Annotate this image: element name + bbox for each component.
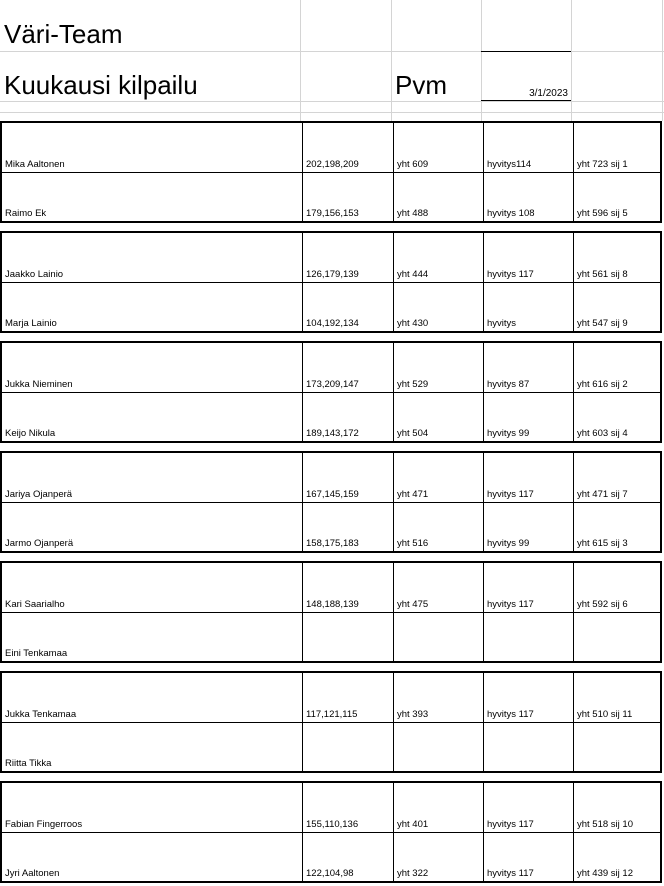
scores-cell[interactable] [302, 233, 393, 282]
gridline [662, 0, 663, 121]
scores-text: 155,110,136 [306, 819, 359, 830]
handicap-text: hyvitys 108 [487, 208, 535, 219]
series-total-cell[interactable] [393, 173, 483, 221]
handicap-cell[interactable] [483, 673, 573, 722]
player-row [2, 563, 660, 613]
handicap-cell[interactable] [483, 283, 573, 331]
player-name-cell[interactable] [2, 393, 302, 441]
series-total-cell[interactable] [393, 673, 483, 722]
series-total-text: yht 322 [397, 868, 429, 879]
handicap-text: hyvitys 117 [487, 709, 534, 720]
scores-text: 122,104,98 [306, 868, 354, 879]
player-name-cell[interactable] [2, 283, 302, 331]
date-cell[interactable] [481, 51, 571, 101]
series-total-cell[interactable] [393, 833, 483, 881]
handicap-cell[interactable] [483, 613, 573, 661]
total-rank-cell[interactable] [573, 123, 660, 172]
player-row [2, 613, 660, 661]
scores-cell[interactable] [302, 343, 393, 392]
player-name-cell[interactable] [2, 343, 302, 392]
scores-text: 104,192,134 [306, 318, 359, 329]
scores-text: 126,179,139 [306, 269, 359, 280]
player-row [2, 673, 660, 723]
series-total-cell[interactable] [393, 233, 483, 282]
series-total-cell[interactable] [393, 503, 483, 551]
scores-text: 189,143,172 [306, 428, 359, 439]
scores-cell[interactable] [302, 393, 393, 441]
total-rank-text: yht 596 sij 5 [577, 208, 628, 219]
total-rank-cell[interactable] [573, 503, 660, 551]
player-name-cell[interactable] [2, 783, 302, 832]
scores-text: 179,156,153 [306, 208, 359, 219]
player-name-text: Riitta Tikka [5, 758, 52, 769]
player-pair-group [0, 121, 662, 223]
player-row [2, 453, 660, 503]
total-rank-text: yht 547 sij 9 [577, 318, 628, 329]
player-name-cell[interactable] [2, 723, 302, 771]
scores-cell[interactable] [302, 613, 393, 661]
player-name-cell[interactable] [2, 503, 302, 551]
player-pair-group [0, 231, 662, 333]
date-label: Pvm [395, 70, 447, 100]
player-row [2, 393, 660, 441]
player-row [2, 833, 660, 881]
player-name-text: Kari Saarialho [5, 599, 65, 610]
player-name-text: Jarmo Ojanperä [5, 538, 74, 549]
player-row [2, 283, 660, 331]
player-pair-group [0, 451, 662, 553]
scores-cell[interactable] [302, 283, 393, 331]
scores-cell[interactable] [302, 173, 393, 221]
player-pair-group [0, 671, 662, 773]
series-total-text: yht 504 [397, 428, 429, 439]
player-name-cell[interactable] [2, 453, 302, 502]
series-total-text: yht 430 [397, 318, 429, 329]
series-total-cell[interactable] [393, 393, 483, 441]
total-rank-text: yht 510 sij 11 [577, 709, 633, 720]
series-total-text: yht 529 [397, 379, 429, 390]
series-total-cell[interactable] [393, 563, 483, 612]
player-name-cell[interactable] [2, 613, 302, 661]
scores-text: 167,145,159 [306, 489, 359, 500]
player-name-text: Jariya Ojanperä [5, 489, 73, 500]
player-row [2, 123, 660, 173]
total-rank-text: yht 439 sij 12 [577, 868, 633, 879]
team-title: Väri-Team [4, 19, 123, 49]
series-total-cell[interactable] [393, 453, 483, 502]
scores-text: 148,188,139 [306, 599, 359, 610]
player-name-text: Jukka Nieminen [5, 379, 73, 390]
scores-cell[interactable] [302, 563, 393, 612]
total-rank-cell[interactable] [573, 723, 660, 771]
total-rank-cell[interactable] [573, 393, 660, 441]
player-name-text: Eini Tenkamaa [5, 648, 68, 659]
series-total-cell[interactable] [393, 613, 483, 661]
total-rank-text: yht 616 sij 2 [577, 379, 628, 390]
handicap-text: hyvitys 87 [487, 379, 530, 390]
handicap-cell[interactable] [483, 503, 573, 551]
total-rank-text: yht 603 sij 4 [577, 428, 628, 439]
player-pair-group [0, 341, 662, 443]
series-total-cell[interactable] [393, 283, 483, 331]
series-total-text: yht 609 [397, 159, 429, 170]
gridline [571, 0, 572, 121]
player-name-text: Fabian Fingerroos [5, 819, 83, 830]
handicap-text: hyvitys [487, 318, 517, 329]
handicap-cell[interactable] [483, 343, 573, 392]
total-rank-cell[interactable] [573, 343, 660, 392]
date-value: 3/1/2023 [529, 88, 568, 99]
scores-cell[interactable] [302, 123, 393, 172]
scores-cell[interactable] [302, 723, 393, 771]
scores-cell[interactable] [302, 783, 393, 832]
handicap-cell[interactable] [483, 563, 573, 612]
total-rank-cell[interactable] [573, 453, 660, 502]
gridline [0, 101, 664, 102]
player-row [2, 343, 660, 393]
gridline [300, 0, 301, 121]
player-name-cell[interactable] [2, 563, 302, 612]
handicap-text: hyvitys 117 [487, 819, 534, 830]
handicap-text: hyvitys 99 [487, 428, 530, 439]
series-total-cell[interactable] [393, 783, 483, 832]
scores-text: 173,209,147 [306, 379, 359, 390]
player-pair-group [0, 781, 662, 883]
series-total-text: yht 488 [397, 208, 429, 219]
player-name-text: Jaakko Lainio [5, 269, 64, 280]
total-rank-text: yht 592 sij 6 [577, 599, 628, 610]
handicap-cell[interactable] [483, 123, 573, 172]
series-total-cell[interactable] [393, 343, 483, 392]
total-rank-cell[interactable] [573, 673, 660, 722]
total-rank-cell[interactable] [573, 173, 660, 221]
player-row [2, 173, 660, 221]
player-name-cell[interactable] [2, 233, 302, 282]
handicap-text: hyvitys 117 [487, 868, 534, 879]
player-name-cell[interactable] [2, 673, 302, 722]
series-total-text: yht 475 [397, 599, 429, 610]
player-name-text: Jukka Tenkamaa [5, 709, 77, 720]
handicap-text: hyvitys 117 [487, 269, 534, 280]
player-name-text: Marja Lainio [5, 318, 57, 329]
handicap-cell[interactable] [483, 453, 573, 502]
player-name-cell[interactable] [2, 173, 302, 221]
handicap-cell[interactable] [483, 233, 573, 282]
player-row [2, 503, 660, 551]
scores-cell[interactable] [302, 503, 393, 551]
series-total-text: yht 393 [397, 709, 429, 720]
series-total-text: yht 444 [397, 269, 429, 280]
total-rank-text: yht 723 sij 1 [577, 159, 628, 170]
total-rank-cell[interactable] [573, 563, 660, 612]
scores-cell[interactable] [302, 453, 393, 502]
handicap-cell[interactable] [483, 833, 573, 881]
total-rank-cell[interactable] [573, 613, 660, 661]
player-row [2, 783, 660, 833]
player-name-text: Keijo Nikula [5, 428, 56, 439]
handicap-cell[interactable] [483, 783, 573, 832]
series-total-text: yht 401 [397, 819, 429, 830]
total-rank-text: yht 615 sij 3 [577, 538, 628, 549]
total-rank-cell[interactable] [573, 833, 660, 881]
handicap-text: hyvitys 117 [487, 489, 534, 500]
player-name-text: Mika Aaltonen [5, 159, 65, 170]
player-name-text: Raimo Ek [5, 208, 47, 219]
handicap-text: hyvitys 99 [487, 538, 530, 549]
scores-text: 202,198,209 [306, 159, 359, 170]
scores-text: 117,121,115 [306, 709, 358, 720]
handicap-text: hyvitys114 [487, 159, 532, 170]
competition-title: Kuukausi kilpailu [4, 70, 198, 100]
total-rank-text: yht 471 sij 7 [577, 489, 628, 500]
series-total-cell[interactable] [393, 723, 483, 771]
player-name-cell[interactable] [2, 833, 302, 881]
gridline [391, 0, 392, 121]
player-name-cell[interactable] [2, 123, 302, 172]
gridline [0, 112, 664, 113]
handicap-cell[interactable] [483, 393, 573, 441]
total-rank-text: yht 518 sij 10 [577, 819, 633, 830]
player-name-text: Jyri Aaltonen [5, 868, 60, 879]
series-total-cell[interactable] [393, 123, 483, 172]
player-row [2, 723, 660, 771]
handicap-cell[interactable] [483, 173, 573, 221]
scores-cell[interactable] [302, 673, 393, 722]
handicap-cell[interactable] [483, 723, 573, 771]
total-rank-cell[interactable] [573, 783, 660, 832]
scores-text: 158,175,183 [306, 538, 359, 549]
series-total-text: yht 516 [397, 538, 429, 549]
player-row [2, 233, 660, 283]
total-rank-cell[interactable] [573, 233, 660, 282]
total-rank-text: yht 561 sij 8 [577, 269, 628, 280]
handicap-text: hyvitys 117 [487, 599, 534, 610]
series-total-text: yht 471 [397, 489, 429, 500]
total-rank-cell[interactable] [573, 283, 660, 331]
player-pair-group [0, 561, 662, 663]
scores-cell[interactable] [302, 833, 393, 881]
